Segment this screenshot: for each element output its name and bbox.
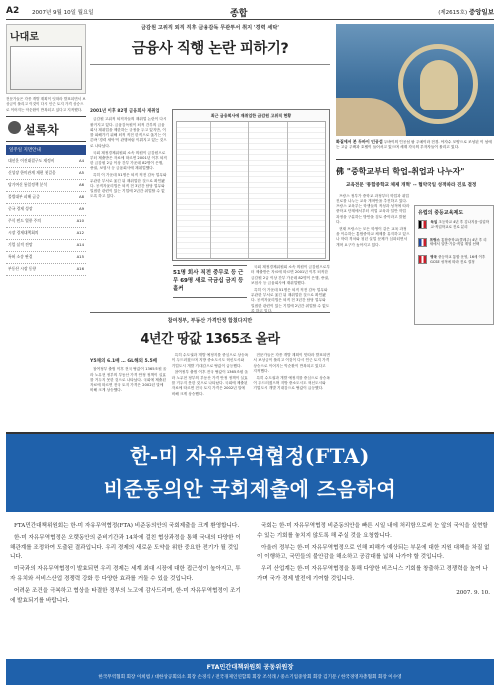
index-item-page: A16 bbox=[76, 266, 84, 272]
index-item-page: A4 bbox=[78, 158, 84, 164]
story1-body bbox=[90, 109, 168, 201]
flag-country: 영국 bbox=[430, 255, 439, 260]
story-finance bbox=[90, 24, 330, 69]
story2-col bbox=[172, 353, 249, 398]
story2-para: 참여정부 출범 이후 전국 땅값이 1365조원 올라 노무현 정부의 부동산 가격 안정 정책이 실효를 거두지 못한 것으로 나타났다. 국회에 제출된 자료에 따르면 전국 토지 가격은 2002년 말에 비해 크게 상승했다. bbox=[171, 370, 249, 396]
story2-kicker: 참여정부, 부동산 가격안정 합쳤다지만 bbox=[167, 318, 253, 324]
story1-para: 특히 이 가운데 51명은 퇴직 직전 감독 업무와 무관한 부서로 옮긴 뒤 재취업한 것으로 확인됐다. 공직자윤리법은 퇴직 전 3년간 담당 업무와 밀접한 관련이 있는 기업에 2년간 취업할 수 없도록 하고 있다. bbox=[251, 287, 330, 313]
index-item-label: 불법대부 피해 급증 bbox=[8, 194, 40, 200]
story-land-price bbox=[90, 312, 330, 398]
finance-table-grid bbox=[176, 121, 326, 259]
story2-para: 참여정부 출범 이후 전국 땅값이 1365조원 올라 노무현 정부의 부동산 가격 안정 정책이 실효를 거두지 못한 것으로 나타났다. 국회에 제출된 자료에 따르면 전국 토지 가격은 2002년 말에 비해 크게 상승했다. bbox=[90, 367, 167, 393]
story2-col bbox=[90, 353, 167, 398]
index-item bbox=[6, 216, 86, 228]
story2-para: 특히 수도권과 개발 예정지를 중심으로 상승폭이 두드러졌으며 지방 중소도시도 혁신도시와 기업도시 개발 기대감으로 땅값이 급등했다. bbox=[171, 353, 249, 368]
index-item-label: 당기여신 통일정책 분석 bbox=[8, 182, 48, 188]
fta-footer-members: 한국무역협회 회장 이희범 / 대한상공회의소 회장 손경식 / 전국경제인연합회 회장 조석래 / 중소기업중앙회 회장 김기문 / 한국경영자총협회 회장 이수영 bbox=[98, 675, 402, 680]
index-item bbox=[6, 180, 86, 192]
fta-advertisement bbox=[6, 432, 494, 685]
fta-paragraph: 국회는 한-미 자유무역협정 비준동의안을 빠른 시일 내에 처리함으로써 눈 앞의 국익을 실현할 수 있는 기회를 놓치지 않도록 해 주실 것을 요청합니다. bbox=[257, 523, 488, 539]
fta-paragraph: 미국과의 자유무역협정이 발효되면 우리 경제는 세계 최대 시장에 대한 접근성이 높아지고, 투자 유치와 서비스산업 경쟁력 강화 등 다양한 효과를 거둘 수 있을 것입니다. bbox=[10, 566, 241, 582]
index-item bbox=[6, 192, 86, 204]
index-item-page: A12 bbox=[76, 230, 84, 236]
flag-country: 독일 bbox=[430, 220, 439, 224]
index-item bbox=[6, 204, 86, 216]
index-item bbox=[6, 156, 86, 168]
flag-list bbox=[418, 220, 490, 265]
story1-body-2 bbox=[251, 265, 330, 316]
index-item-page: A6 bbox=[78, 182, 84, 188]
story2-para: 전문가들은 각종 개발 계획이 잇따라 발표되면서 보상금이 풀리고 이것이 다시 인근 토지 가격 상승으로 이어지는 악순환이 반복되고 있다고 지적했다. bbox=[253, 353, 330, 373]
flag-desc: 초등학교 4년 후 김나지움·실업학교·직업학교로 진로 분리 bbox=[430, 220, 490, 229]
index-item-page: A8 bbox=[78, 194, 84, 200]
story1-para: 특히 이 가운데 51명은 퇴직 직전 감독 업무와 무관한 부서로 옮긴 뒤 재취업한 것으로 확인됐다. 공직자윤리법은 퇴직 전 3년간 담당 업무와 밀접한 관련이 있는 기업에 2년간 취업할 수 없도록 하고 있다. bbox=[90, 173, 167, 199]
story2-headline: 4년간 땅값 1365조 올라 bbox=[140, 332, 280, 347]
seolchat-logo bbox=[6, 116, 86, 142]
photo-caption bbox=[336, 139, 494, 151]
flag-text bbox=[430, 220, 490, 230]
story1-para: 금감원 고위직 퇴직자들의 재취업 논란이 다시 불거지고 있다. 금융감독원이 퇴직 간부의 금융회사 재취업을 제한하는 규정을 두고 있지만, 이를 피해가기 위해 퇴직 직전 한직으로 옮기는 이른바 '경력 세탁'이 관행처럼 이뤄지고 있는 것으로 나타났다. bbox=[90, 117, 167, 148]
fta-title-line1: 한-미 자유무역협정(FTA) bbox=[130, 444, 370, 468]
fta-paragraph: 아울러 정부는 한-미 자유무역협정으로 인해 피해가 예상되는 부문에 대한 지원 대책을 차질 없이 이행하고, 국민들의 불안감을 해소하고 공감대를 넓혀 나가야 할 것입니다. bbox=[257, 544, 490, 561]
issue-number: (제2615호) bbox=[438, 10, 468, 16]
story1-headline: 금융사 직행 논란 피하기? bbox=[131, 41, 289, 57]
flag-icon bbox=[418, 220, 427, 229]
index-item-label: 특허 소송 판결 bbox=[8, 254, 33, 260]
story2-sub: Y5채의 6.1배 … GL해외 5.5배 bbox=[90, 359, 158, 364]
story3-para: 현재 프랑스는 모든 학생이 같은 교육 과정을 이수하는 통합중학교 체제를 유지하고 있으나 학력 격차와 청년 실업 문제가 심화되면서 개혁 요구가 높아지고 있다. bbox=[336, 226, 410, 247]
index-item-label: 중국 경제 성장 bbox=[8, 206, 33, 212]
story2-col bbox=[253, 353, 330, 398]
left-column bbox=[6, 24, 86, 428]
edu-systems-title: 유럽의 중등교육제도 bbox=[418, 210, 464, 216]
section-title: 종합 bbox=[230, 9, 248, 19]
story1-byline: 2001년 이후 82명 금융회사 재취업 bbox=[90, 109, 160, 114]
flag-text bbox=[430, 255, 490, 265]
index-item-label: 대선운 이진대결구도 재정비 bbox=[8, 158, 55, 164]
index-item-page: A15 bbox=[76, 254, 84, 260]
index-item bbox=[6, 264, 86, 276]
story1-para: 국회 재정경제위원회 소속 의원이 금감원으로부터 제출받은 자료에 따르면 2001년 이후 퇴직한 금감원 2급 이상 간부 가운데 82명이 은행, 증권, 보험사 등 금융회사에 재취업했다. bbox=[251, 265, 330, 285]
fta-body-col bbox=[10, 522, 243, 660]
left-brief-text: 전문가들은 각종 개발 계획이 잇따라 발표되면서 보상금이 풀리고 이것이 다시 인근 토지 가격 상승으로 이어지는 악순환이 반복되고 있다고 지적했다. bbox=[6, 97, 86, 112]
issue-date: 2007년 9월 10일 월요일 bbox=[32, 10, 94, 16]
edu-systems-box bbox=[414, 205, 494, 325]
index-item-page: A10 bbox=[76, 218, 84, 224]
index-item-page: A9 bbox=[78, 206, 84, 212]
flag-text bbox=[430, 238, 490, 248]
story3-headline: 佛 "중학교부터 학업-취업과 나누자" bbox=[336, 159, 494, 177]
story1-para: 국회 재정경제위원회 소속 의원이 금감원으로부터 제출받은 자료에 따르면 2001년 이후 퇴직한 금감원 2급 이상 간부 가운데 82명이 은행, 증권, 보험사 등 금융회사에 재취업했다. bbox=[90, 150, 167, 171]
photo-caption-title: 화질에서 본 두바이 인공섬 bbox=[336, 139, 383, 144]
fta-paragraph: 우리 산업계는 한-미 자유무역협정을 통해 다양한 비즈니스 기회를 창출하고 경쟁력을 높여 나가며 국가 경제 발전에 기여할 것입니다. bbox=[257, 566, 488, 582]
story1-kicker: 금감원 고위직 퇴직 직후 금융감독 무관투서 취지 '경력 세탁' bbox=[141, 25, 279, 31]
fta-body bbox=[6, 512, 494, 660]
seolchat-title: 설록차 bbox=[24, 122, 59, 137]
index-item bbox=[6, 168, 86, 180]
fta-paragraph: 2007. 9. 10. bbox=[456, 589, 490, 596]
index-item-label: 시장 경제대책회의 bbox=[8, 230, 39, 236]
fta-footer-org: FTA민간대책위원회 공동위원장 bbox=[206, 664, 294, 671]
flag-row bbox=[418, 220, 490, 230]
flag-icon bbox=[418, 255, 427, 264]
index-item bbox=[6, 240, 86, 252]
index-item-label: 부동산 시장 동향 bbox=[8, 266, 37, 272]
story1-pullquote: 51명 회사 직전 중무로 등 근무 69명 새로 극금십 금지 등 흘커 bbox=[173, 265, 247, 298]
fta-paragraph: FTA민간대책위원회는 한-미 자유무역협정(FTA) 비준동의안의 국회제출을 크게 환영합니다. bbox=[14, 523, 240, 529]
story3-para: 프랑스 정부가 중학교 과정부터 학업과 취업 진로를 나누는 교육 개혁안을 추진하고 있다. 프랑스 교육부는 학생들의 적성과 성적에 따라 중학교 단계에서부터 직업 교육과 일반 학업 과정을 구분하는 방안을 검토 중이라고 밝혔다. bbox=[336, 193, 410, 225]
page-number: A2 bbox=[6, 6, 20, 16]
flag-row bbox=[418, 238, 490, 248]
masthead-right bbox=[438, 7, 494, 16]
story3-subhead: 교육전문 '통합중학교 체제 개혁' -- 협약국일 성적따라 진로 결정 bbox=[346, 182, 477, 188]
story3-body bbox=[336, 194, 410, 248]
flag-row bbox=[418, 255, 490, 265]
flag-icon bbox=[418, 238, 427, 247]
index-item-label: 기업 실적 전망 bbox=[8, 242, 33, 248]
index-item-label: 주식 펀드 열풍 주의 bbox=[8, 218, 41, 224]
photo-caption-text: 두바이의 인공섬 팜 주메이라 전경. 야자수 모양으로 조성된 이 섬에는 고급 주택과 호텔이 들어서고 있으며 세계 각국의 투자자들이 몰리고 있다. bbox=[336, 140, 492, 150]
paper-name: 중앙일보 bbox=[468, 8, 494, 16]
story2-para: 특히 수도권과 개발 예정지를 중심으로 상승폭이 두드러졌으며 지방 중소도시도 혁신도시와 기업도시 개발 기대감으로 땅값이 급등했다. bbox=[253, 375, 330, 391]
fta-paragraph: 어려운 조건을 극복하고 협상을 타결한 정부의 노고에 감사드리며, 한-미 자유무역협정이 조기에 발효되기를 바랍니다. bbox=[10, 588, 241, 604]
fta-title-line2: 비준동의안 국회제출에 즈음하여 bbox=[103, 477, 397, 501]
index-list bbox=[6, 156, 86, 276]
palm-island-photo bbox=[336, 24, 494, 136]
finance-table bbox=[172, 109, 330, 261]
page-header bbox=[6, 6, 494, 20]
flag-desc: 통합중학교(콜레주) 4년 후 리세에서 일반·기술·직업 계열 선택 bbox=[429, 237, 487, 247]
index-item bbox=[6, 252, 86, 264]
flag-desc: 중등학교 통합 운영, 16세 이후 GCSE 성적에 따라 진로 결정 bbox=[430, 255, 486, 264]
fta-banner bbox=[6, 434, 494, 512]
fta-body-col bbox=[257, 522, 490, 660]
teacup-icon bbox=[8, 121, 21, 134]
index-item-label: 신성장 한미관계 재편 첫걸음 bbox=[8, 170, 56, 176]
fta-paragraph: 한-미 자유무역협정은 오랫동안의 준비기간과 14차에 걸친 협상과정을 통해 국내의 다양한 이해관계를 조정하여 도출된 결과입니다. 우리 경제의 새로운 도약을 위한 중요한 전기가 될 것입니다. bbox=[10, 535, 241, 561]
index-item-page: A14 bbox=[76, 242, 84, 248]
cartoon-image bbox=[10, 46, 82, 90]
fta-footer bbox=[6, 659, 494, 685]
finance-table-title: 최근 금융회사에 재취업한 금감원 고위직 현황 bbox=[210, 113, 292, 118]
cartoon-box bbox=[6, 24, 86, 94]
index-item-page: A5 bbox=[78, 170, 84, 176]
index-item bbox=[6, 228, 86, 240]
left-brief bbox=[6, 97, 86, 113]
cartoon-logo: 나대로 bbox=[10, 32, 39, 43]
flag-country: 프랑스 bbox=[429, 237, 442, 242]
index-title: 일주일 지면안내 bbox=[6, 145, 86, 155]
